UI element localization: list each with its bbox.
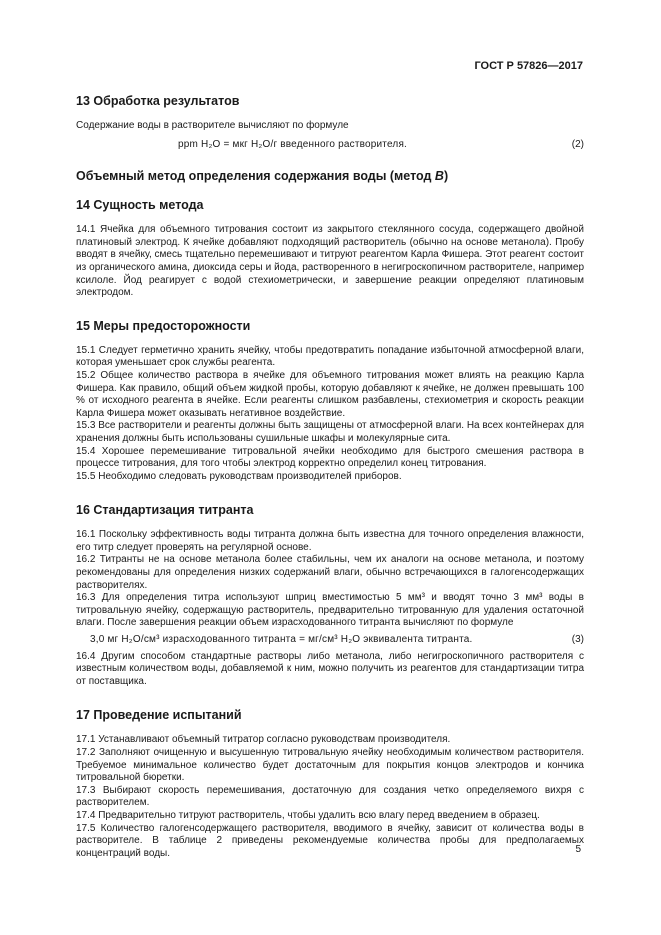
section-14-title: 14 Сущность метода [76,198,204,213]
formula-3-number: (3) [571,634,584,646]
formula-2 [76,139,584,152]
section-16-p4: 16.4 Другим способом стандартные растворы либо метанола, либо негигроскопичного растворителя с известным количеством воды, добавляемой к ним, можно получить из реагентов для стандартизации титра от поставщика. [76,650,584,687]
section-16-p2: 16.2 Титранты не на основе метанола более стабильны, чем их аналоги на основе метанола, и поэтому рекомендованы для определения низких содержаний влаги, обычно встречающихся в галогенсодержащих растворителях. [76,554,584,591]
method-b-title-prefix: Объемный метод определения содержания воды (метод [76,169,435,184]
method-b-title [76,169,584,184]
formula-3 [76,634,584,647]
section-16-p1: 16.1 Поскольку эффективность воды титранта должна быть известна для точного определения влажности, его титр следует проверять на регулярной основе. [76,529,584,553]
section-16-p3: 16.3 Для определения титра используют шприц вместимостью 5 мм³ и вводят точно 3 мм³ воды в титровальную ячейку, содержащую растворитель, предварительно титрованную для удаления остаточной влаги. После завершения реакции объем израсходованного титранта вычисляют по формуле [76,592,584,629]
formula-2-text: ppm H₂O = мкг H₂O/г введенного растворителя. [178,138,408,150]
section-15-p5: 15.5 Необходимо следовать руководствам производителей приборов. [76,470,402,482]
section-17-p5: 17.5 Количество галогенсодержащего растворителя, вводимого в ячейку, зависит от количества воды в растворителе. В таблице 2 приведены рекомендуемые количества пробы для предполагаемых концентраций воды. [76,822,584,859]
formula-2-number: (2) [571,138,584,150]
section-15-p1: 15.1 Следует герметично хранить ячейку, чтобы предотвратить попадание избыточной атмосферной влаги, которая уменьшает срок службы реагента. [76,344,584,369]
method-b-letter: В [434,169,444,184]
section-13-title: 13 Обработка результатов [76,94,240,108]
section-17-p3: 17.3 Выбирают скорость перемешивания, достаточную для создания четко определяемого вихря с растворителем. [76,784,584,809]
standard-header: ГОСТ Р 57826—2017 [474,60,583,72]
method-b-title-suffix: ) [443,169,449,184]
formula-3-text: 3,0 мг H₂O/см³ израсходованного титранта = мг/см³ H₂O эквивалента титранта. [90,634,473,646]
section-15-p2: 15.2 Общее количество раствора в ячейке для объемного титрования может влиять на реакцию Карла Фишера. Как правило, общий объем жидкой пробы, которую добавляют к ячейке, не должен превышать 100 % от исходного реагента в ячейке. Если реагенты слишком разбавлены, стехиометрия и скорость реакции Карла Фишера может оказывать негативное воздействие. [76,369,584,419]
section-15-p4: 15.4 Хорошее перемешивание титровальной ячейки необходимо для быстрого смешения раствора в процессе титрования, для того чтобы электрод корректно определил конец титрования. [76,445,584,470]
section-16-title: 16 Стандартизация титранта [76,503,254,518]
section-14-p1: 14.1 Ячейка для объемного титрования состоит из закрытого стеклянного сосуда, содержащего двойной платиновый электрод. К ячейке добавляют подходящий растворитель (обычно на основе метанола). Пробу вводят в ячейку, смесь тщательно перемешивают и титруют реагентом Карла Фишера. Этот реагент состоит из органического амина, диоксида серы и йода, растворенного в негигроскопичном растворителе, например ксилоле. Йод реагирует с водой стехиометрически, и завершение реакции определяют платиновым электродом. [76,224,584,299]
section-17-p4: 17.4 Предварительно титруют растворитель, чтобы удалить всю влагу перед введением в образец. [76,809,540,821]
section-17-title: 17 Проведение испытаний [76,708,242,723]
section-13-intro: Содержание воды в растворителе вычисляют по формуле [76,120,349,131]
section-15-p3: 15.3 Все растворители и реагенты должны быть защищены от атмосферной влаги. На всех контейнерах для хранения должны быть использованы сушильные шкафы и молекулярные сита. [76,420,584,444]
page-number: 5 [575,844,581,855]
page-content [76,94,584,860]
section-17-p2: 17.2 Заполняют очищенную и высушенную титровальную ячейку необходимым количеством растворителя. Требуемое минимальное количество будет достаточным для покрытия концов электродов и кончика титровальной бюретки. [76,747,584,784]
section-17-p1: 17.1 Устанавливают объемный титратор согласно руководствам производителя. [76,734,451,746]
section-15-title: 15 Меры предосторожности [76,318,251,333]
